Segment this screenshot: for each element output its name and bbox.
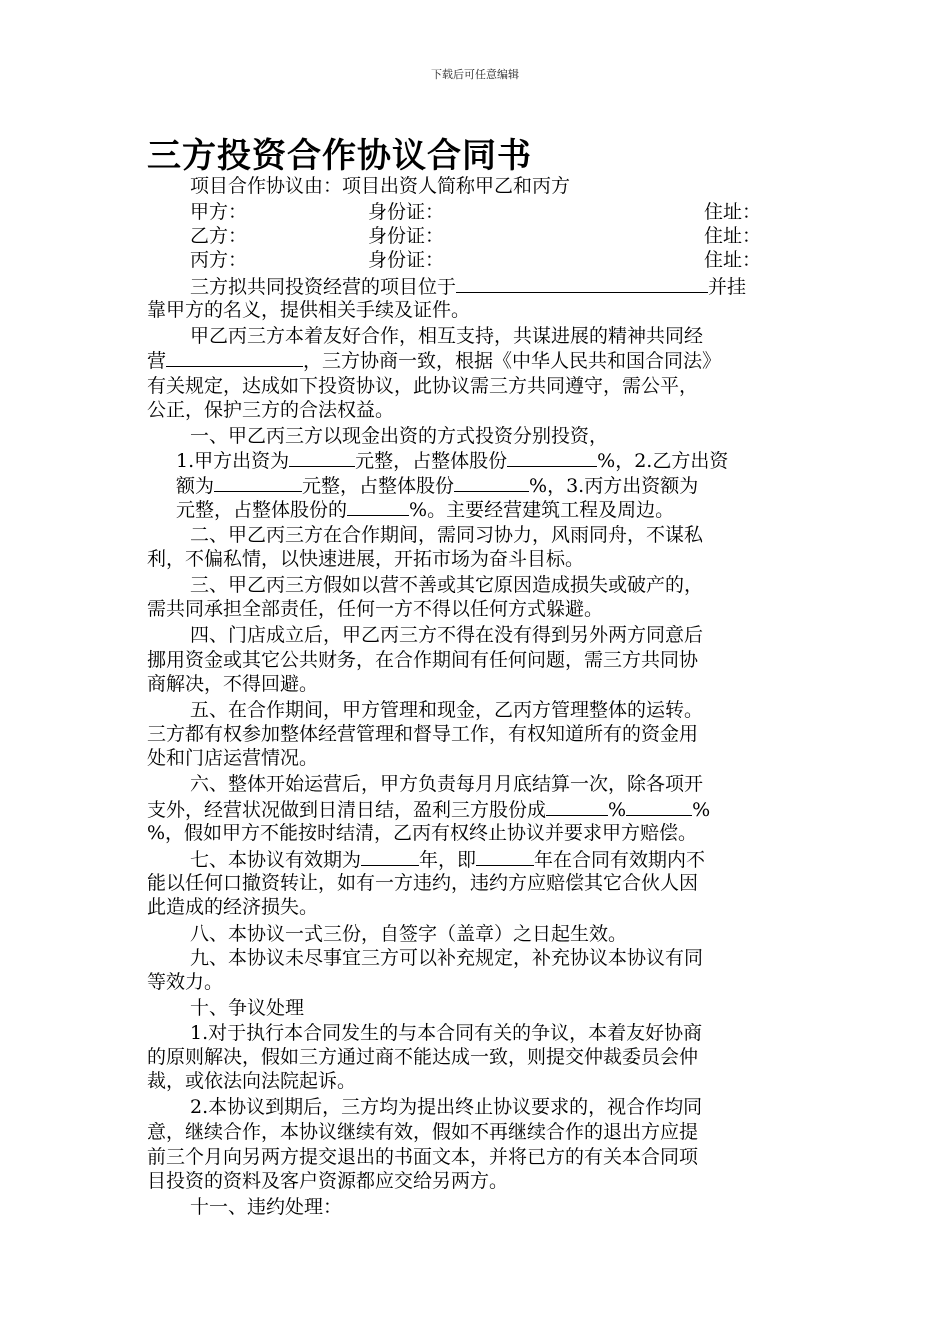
section-7-line-3: 此造成的经济损失。: [147, 896, 319, 918]
business-blank: [166, 348, 303, 367]
section-5-line-2: 三方都有权参加整体经营管理和督导工作，有权知道所有的资金用: [147, 723, 699, 745]
section-6-line-1: 六、整体开始运营后，甲方负责每月月底结算一次，除各项开: [190, 773, 704, 795]
party-c-label: 丙方：: [190, 249, 248, 271]
section-10-heading: 十、争议处理: [190, 997, 305, 1019]
party-b-share-blank: [454, 473, 529, 492]
s6-percent-2: %: [692, 799, 711, 821]
party-b-id-label: 身份证：: [368, 225, 445, 247]
section-10-1-line-3: 裁，或依法向法院起诉。: [147, 1070, 357, 1092]
section-1-heading: 一、甲乙丙三方以现金出资的方式投资分别投资，: [190, 425, 609, 447]
section-5-line-1: 五、在合作期间，甲方管理和现金，乙丙方管理整体的运转。: [190, 699, 704, 721]
section-10-1-line-2: 的原则解决，假如三方通过商不能达成一致，则提交仲裁委员会仲: [147, 1046, 699, 1068]
principle-line-2: [147, 348, 807, 373]
section-10-2-line-2: 意，继续合作，本协议继续有效，假如不再继续合作的退出方应提: [147, 1121, 699, 1143]
s1-text-e: 元整，占整体股份: [302, 475, 455, 497]
location-text: 三方拟共同投资经营的项目位于: [190, 276, 457, 298]
principle-line-4: 公正，保护三方的合法权益。: [147, 399, 395, 421]
section-5-line-3: 处和门店运营情况。: [147, 747, 319, 769]
party-a-share-blank: [507, 448, 597, 467]
party-c-share-blank: [347, 497, 409, 516]
section-2-line-2: 利，不偏私情，以快速进展，开拓市场为奋斗目标。: [147, 548, 585, 570]
section-1-line-1: [176, 448, 807, 473]
section-10-1-line-1: 1.对于执行本合同发生的与本合同有关的争议，本着友好协商: [190, 1022, 703, 1044]
section-4-line-1: 四、门店成立后，甲乙丙三方不得在没有得到另外两方同意后: [190, 624, 704, 646]
party-a-address-label: 住址：: [704, 201, 762, 223]
section-7-line-1: [190, 847, 807, 872]
share-blank-2: [626, 797, 692, 816]
section-6-line-2: [147, 797, 807, 822]
section-9-line-1: 九、本协议未尽事宜三方可以补充规定，补充协议本协议有同: [190, 947, 704, 969]
party-a-id-label: 身份证：: [368, 201, 445, 223]
party-b-amount-blank: [214, 473, 302, 492]
term-period-blank: [476, 847, 534, 866]
s1-text-c: %，2.乙方出资: [597, 450, 729, 472]
s7-text-a: 七、本协议有效期为: [190, 849, 362, 871]
s7-text-c: 年在合同有效期内不: [534, 849, 706, 871]
location-blank: [456, 274, 708, 293]
s1-text-d: 额为: [176, 475, 215, 497]
section-9-line-2: 等效力。: [147, 971, 224, 993]
principle-text-b: ，三方协商一致，根据《中华人民共和国合同法》: [303, 350, 722, 372]
principle-line-1: 甲乙丙三方本着友好合作，相互支持，共谋进展的精神共同经: [190, 325, 704, 347]
location-tail: 并挂: [708, 276, 747, 298]
term-years-blank: [361, 847, 419, 866]
section-10-2-line-1: 2.本协议到期后，三方均为提出终止协议要求的，视合作均同: [190, 1096, 703, 1118]
section-8: 八、本协议一式三份，自签字（盖章）之日起生效。: [190, 923, 628, 945]
section-3-line-2: 需共同承担全部责任，任何一方不得以任何方式躲避。: [147, 598, 604, 620]
s1-text-a: 1.甲方出资为: [176, 450, 290, 472]
principle-text-a: 营: [147, 350, 167, 372]
section-6-line-3: %，假如甲方不能按时结清，乙丙有权终止协议并要求甲方赔偿。: [147, 822, 698, 844]
share-blank-1: [546, 797, 608, 816]
s7-text-b: 年，即: [419, 849, 477, 871]
section-1-line-3: [176, 497, 807, 522]
section-10-2-line-4: 目投资的资料及客户资源都应交给另两方。: [147, 1170, 509, 1192]
section-4-line-3: 商解决，不得回避。: [147, 673, 319, 695]
s1-text-b: 元整，占整体股份: [355, 450, 508, 472]
party-b-address-label: 住址：: [704, 225, 762, 247]
party-a-amount-blank: [289, 448, 355, 467]
section-10-2-line-3: 前三个月向另两方提交退出的书面文本，并将已方的有关本合同项: [147, 1146, 699, 1168]
header-note: 下载后可任意编辑: [431, 68, 519, 81]
s6-percent-1: %: [608, 799, 627, 821]
location-line-2: 靠甲方的名义，提供相关手续及证件。: [147, 299, 471, 321]
intro-line: 项目合作协议由：项目出资人简称甲乙和丙方: [190, 175, 571, 197]
section-4-line-2: 挪用资金或其它公共财务，在合作期间有任何问题，需三方共同协: [147, 649, 699, 671]
s6-text-a: 支外，经营状况做到日清日结，盈利三方股份成: [147, 799, 547, 821]
party-c-id-label: 身份证：: [368, 249, 445, 271]
section-11-heading: 十一、违约处理：: [190, 1196, 343, 1218]
s1-text-g: 元整，占整体股份的: [176, 499, 348, 521]
s1-text-f: %，3.丙方出资额为: [529, 475, 699, 497]
party-b-label: 乙方：: [190, 225, 248, 247]
section-1-line-2: [176, 473, 807, 498]
section-2-line-1: 二、甲乙丙三方在合作期间，需同习协力，风雨同舟，不谋私: [190, 524, 704, 546]
section-7-line-2: 能以任何口撤资转让，如有一方违约，违约方应赔偿其它合伙人因: [147, 872, 699, 894]
party-c-address-label: 住址：: [704, 249, 762, 271]
section-3-line-1: 三、甲乙丙三方假如以营不善或其它原因造成损失或破产的，: [190, 574, 704, 596]
party-a-label: 甲方：: [190, 201, 248, 223]
s1-text-h: %。主要经营建筑工程及周边。: [409, 499, 675, 521]
principle-line-3: 有关规定，达成如下投资协议，此协议需三方共同遵守，需公平，: [147, 375, 699, 397]
location-line-1: [190, 274, 807, 299]
document-title: 三方投资合作协议合同书: [147, 136, 532, 176]
